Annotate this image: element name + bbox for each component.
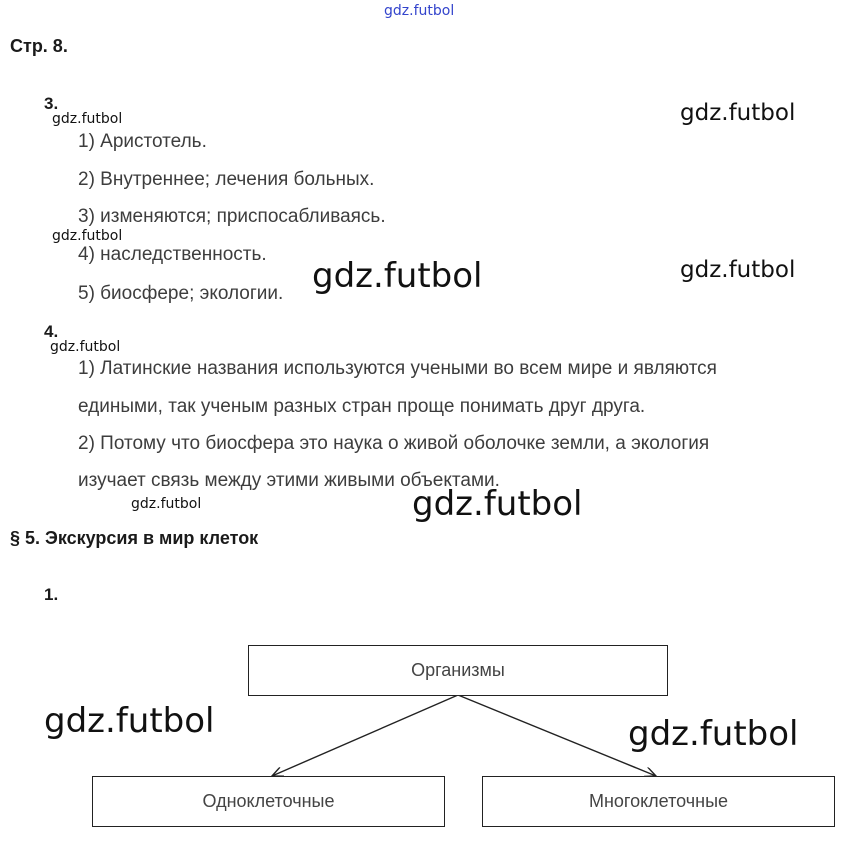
task3-answer-5: 5) биосфере; экологии. <box>78 283 284 304</box>
watermark-top: gdz.futbol <box>384 3 455 19</box>
watermark: gdz.futbol <box>312 256 483 296</box>
arrow-to-multicellular <box>458 695 656 776</box>
diagram-right-label: Многоклеточные <box>588 791 729 811</box>
watermark: gdz.futbol <box>412 484 583 524</box>
task4-line-1: 1) Латинские названия используются учеными во всем мире и являются <box>78 358 717 379</box>
section-title: § 5. Экскурсия в мир клеток <box>10 528 259 548</box>
page-heading: Стр. 8. <box>10 36 68 56</box>
watermark: gdz.futbol <box>628 714 799 754</box>
task4-number: 4. <box>44 322 59 341</box>
arrow-to-unicellular <box>272 695 458 776</box>
watermark: gdz.futbol <box>52 111 123 127</box>
diagram-root-box <box>248 645 668 696</box>
task4-line-4: изучает связь между этими живыми объектами. <box>78 470 500 491</box>
task3-number: 3. <box>44 94 59 113</box>
task3-answer-2: 2) Внутреннее; лечения больных. <box>78 169 375 190</box>
task3-answer-4: 4) наследственность. <box>78 244 267 265</box>
task4-line-3: 2) Потому что биосфера это наука о живой оболочке земли, а экология <box>78 433 710 454</box>
task3-answer-1: 1) Аристотель. <box>78 131 207 152</box>
task4-line-2: едиными, так ученым разных стран проще понимать друг друга. <box>78 396 646 417</box>
diagram-left-label: Одноклеточные <box>202 791 335 811</box>
watermark: gdz.futbol <box>52 228 123 244</box>
diagram-root-label: Организмы <box>411 660 505 680</box>
task3-answer-3: 3) изменяются; приспосабливаясь. <box>78 206 386 227</box>
watermark: gdz.futbol <box>131 496 202 512</box>
watermark: gdz.futbol <box>50 339 121 355</box>
diagram-left-box <box>92 776 445 827</box>
watermark: gdz.futbol <box>680 100 796 126</box>
section-task-number: 1. <box>44 585 59 604</box>
watermark: gdz.futbol <box>680 257 796 283</box>
diagram-right-box <box>482 776 835 827</box>
watermark: gdz.futbol <box>44 701 215 741</box>
